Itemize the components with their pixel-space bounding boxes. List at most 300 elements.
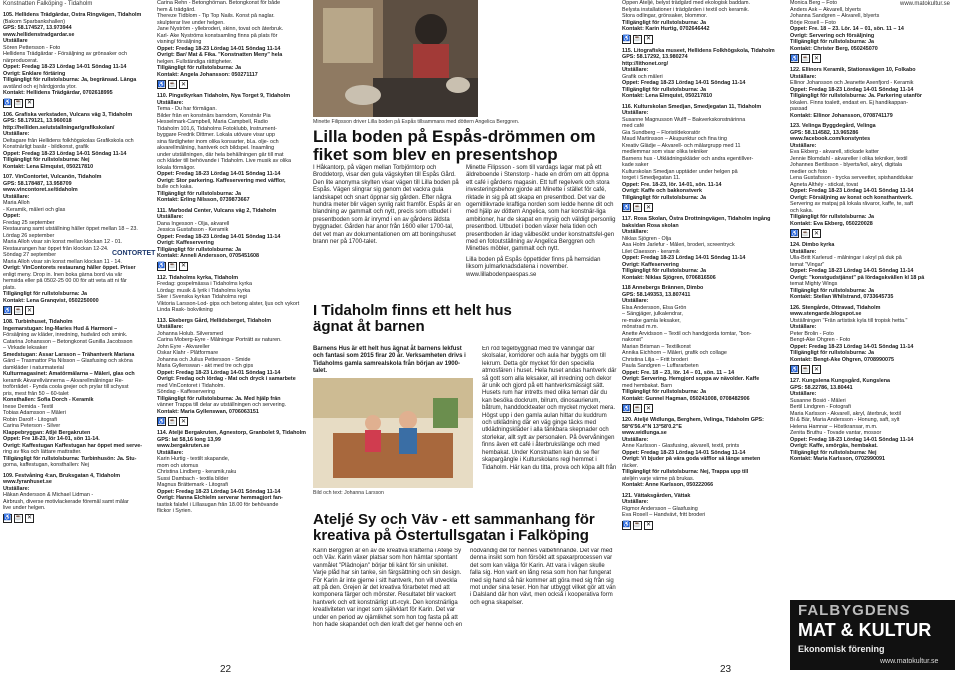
listing-line: Eva Rosell – Handvävt, fritt broderi — [622, 512, 706, 518]
listing-line: Öppet: Fre. 18-23, lör. 14-01, sön. 11-14 — [622, 181, 722, 188]
listing-line[interactable]: www.bergakruten.se — [157, 443, 210, 449]
listing-line: Sker i Svenska kyrkan Tidaholms regi — [157, 294, 247, 300]
no-entry-icon: ✕ — [180, 418, 187, 425]
listing-title: 116. Kulturskolan Smedjan, Smedjegatan 11, Tidaholm — [622, 103, 762, 110]
wheelchair-icon: ♿ — [3, 515, 12, 521]
listing-line: Inese Demida - Textil — [3, 403, 54, 410]
listing-line: gorna, kaffestugan, konsthallen: Nej — [3, 462, 89, 468]
coffee-icon: ☕ — [14, 100, 23, 106]
listing-title: 123. Velinga Byggdegård, Velinga — [790, 123, 876, 129]
article-barnens-hus-headline: I Tidaholm finns ett helt hus ägnat åt barnen — [313, 302, 512, 335]
children-photo-caption: Bild och text: Johanna Larsson — [313, 490, 384, 496]
listing-entry — [157, 275, 307, 314]
listing-line: med hembakat. Barn — [622, 382, 673, 389]
listing-line: Christina Lilja – Fritt broderi — [622, 356, 688, 363]
listing-line: Åsa Holm Jarlefur - Måleri, broderi, screentryck — [622, 242, 735, 248]
listing-line: Utställare: — [157, 449, 184, 456]
vincontoret-logo: CONTORTET — [112, 250, 156, 257]
no-entry-icon: ✕ — [645, 405, 652, 412]
listing-line: Kreativ Glädje – Akvarell- och målargrupp med 11 — [622, 142, 741, 149]
listing-line: Viktoria Larsson-Lod- gips och betong alster, ljus och vykort — [157, 300, 300, 307]
listing-entry — [157, 0, 307, 89]
listing-line: GPS: 58.149353, 13.807411 — [622, 291, 691, 298]
listing-line: helgen. Fullständiga rättigheter. — [157, 58, 233, 65]
listing-line: Utställare: — [790, 73, 817, 80]
listing-line: Kontakt: Erling Nilsson, 0739873667 — [157, 197, 250, 203]
listing-line: GPS: 58.22786, 13.80441 — [790, 384, 853, 391]
listing-line: Öppet: Fre. 18 – 23, lör. 14 – 01, sön. 11 – 14 — [622, 369, 735, 376]
listing-line: Johanna Sandgren – Akvarell, blyerts — [790, 13, 880, 19]
listing-line: Kontakt: Angela Johansson: 050271117 — [157, 71, 258, 78]
no-entry-icon: ✕ — [813, 55, 820, 62]
listing-line: enligt meny. Drop in. Inen boka gärna bord via vår — [3, 271, 123, 278]
listing-title: 106. Grafiska verkstaden, Vulcans väg 3, Tidaholm — [3, 111, 133, 118]
listing-line: Utställare: — [790, 391, 817, 397]
no-entry-icon: ✕ — [180, 81, 187, 88]
amenity-icons — [790, 54, 956, 63]
ad-line-2: MAT & KULTUR — [798, 620, 932, 640]
listing-line: Monica Berg – Foto — [790, 0, 838, 6]
amenity-icons — [3, 514, 153, 523]
listing-line: Kontakt: Maria Gyllenswan, 0706063151 — [157, 408, 259, 415]
listing-line: Utställningen "Från artistisk kyla till tropisk hetta." — [790, 317, 908, 324]
listing-line: temat "Vingar" — [790, 261, 825, 268]
listing-line: Tillgängligt för rullstolsburna: Ja — [157, 65, 242, 71]
page-number-left: 22 — [220, 664, 232, 675]
listing-entry — [3, 319, 153, 469]
listing-entry — [622, 0, 782, 44]
listing-line: temat Mighty Wings — [790, 281, 838, 287]
listing-line: Håkan Andersson & Michael Lidman - — [3, 492, 94, 498]
listing-line: GPS: 58.114582, 13.965286 — [790, 129, 859, 136]
right-listing-column-2 — [790, 0, 956, 600]
listing-line: GPS: 58.178487, 13.958709 — [3, 180, 72, 187]
listing-line: plats. — [3, 284, 16, 291]
listing-line: Zenita Bruthu - Tovade vantar, mossor — [790, 430, 882, 436]
listing-line: Tillgängligt för rullstolsburna: Ja. Parkering utanför — [790, 93, 922, 99]
listing-entry — [157, 93, 307, 204]
listing-entry — [622, 216, 782, 281]
listing-line: Kontakt: Lena Elmquist, 050217810 — [622, 93, 713, 99]
listing-line: Tillgängligt för rullstolsburna: Nej — [3, 157, 90, 163]
listing-entry — [157, 318, 307, 427]
listing-line: Carina Rehn - Betonghörnan. Betongkonst för både — [157, 0, 281, 6]
listing-line: GPS: 58.174527, 13.973944 — [3, 25, 72, 31]
listing-line: Niklas Sjögren - Olja — [622, 235, 672, 242]
listing-line: (Bakom Sparbankshallen) — [3, 18, 66, 25]
listing-line: Tillgängligt för rullstolsburna: Turbinhusön: Ja. Stu- — [3, 455, 137, 462]
coffee-icon: ☕ — [633, 204, 642, 211]
listing-line: Ellinor Johansson och Jeanette Axenfjord - Keramik — [790, 80, 914, 86]
listing-line: Utställare: — [790, 142, 817, 149]
listing-line: Kontakt: Karin Hurtig, 0702646442 — [622, 26, 710, 32]
listing-line: Smedstugan: Assar Larsson – Trähantverk Mariana — [3, 351, 135, 358]
listing-line: ring av fika och lättare mattratter. — [3, 449, 82, 455]
listing-line: visning/ försäljning — [157, 39, 202, 45]
listing-line: Kontakt: Bengt-Åke Öhgren, 0708990075 — [790, 356, 894, 363]
listing-line: Kulturskolan Smedjan upptäder under helgen på — [622, 168, 738, 175]
listing-line: Elsa Andersson, Elsa Grön — [622, 304, 687, 311]
article-lilla-boden-p1: I Håkantorp, på vägen mellan Torbjörntorp och Broddetorp, visar den gula vägskylten till Espås Gård. Den lite anonyma skylten visar vägen till Lilla boden på Espås. Vägen slingrar sig genom det vackra gula landskapet och snart öppnar sig gården. Efter några hundra meter blir vägen synlig rakt framför. Espås är en blandning av gammalt och nytt, precis som utbudet i presentboden som är inrymd i en av gårdens äldsta byggnader. Gården har anor från 1600 eller 1700-tal, det vet man av dokumentationen om att boningshuset brann ner på 1700-talet. — [313, 165, 461, 246]
listing-line: Utställare: — [3, 485, 30, 492]
no-entry-icon: ✕ — [26, 515, 33, 521]
listing-line: Belysta installationer i trädgården i textil och keramik. — [622, 6, 750, 13]
listing-line: Maria Alloh — [3, 200, 30, 206]
listing-line: Kontakt: Lena Granqvist, 0502250000 — [3, 297, 99, 304]
listing-line: Bi & Bär, Maria Andersson - Honung, saft, sylt — [790, 417, 900, 423]
wheelchair-icon: ♿ — [622, 405, 631, 412]
listing-line: Kontakt: Hellidens Trädgårdar, 0702618995 — [3, 90, 113, 96]
listing-line: Utställare: — [3, 193, 30, 200]
page-number-right: 23 — [720, 664, 732, 675]
listing-line: Jessica Gustafsson - Keramik — [157, 227, 229, 233]
no-entry-icon: ✕ — [645, 204, 652, 211]
listing-title: 108. Turbinhuset, Tidaholm — [3, 319, 73, 325]
amenity-icons — [622, 203, 782, 212]
coffee-icon: ☕ — [633, 522, 642, 528]
listing-line: Övrigt: Bar/ Mat & Fika. "Konstnatten Meny" hela — [157, 52, 283, 58]
no-entry-icon: ✕ — [813, 366, 820, 373]
article-lilla-boden-p3: Lilla boden på Espås öppettider finns på hemsidan liksom julmarknadsdatena i november. www.lillabodenpaespas.se — [466, 256, 601, 278]
running-header-left: Konstnatten Falköping - Tidaholm — [3, 1, 93, 7]
listing-line: Fredag: gospelmässa i Tidaholms kyrka — [157, 281, 252, 287]
listing-title: 105. Hellidens Trädgårdar, Östra Ringvägen, Tidaholm — [3, 12, 142, 18]
listing-line: Hesselmark-Campbell, Maria Campbell, Radio — [157, 119, 268, 125]
amenity-icons — [157, 80, 307, 89]
listing-line: Övrigt: Servering och försäljning — [790, 32, 875, 39]
listing-title: 115. Litografiska museet, Hellidens Folkhögskola, Tidaholm — [622, 47, 775, 54]
listing-line: Utställare: — [790, 248, 817, 255]
amenity-icons — [157, 262, 307, 271]
listing-line: Restaurangen har öppet från klockan 12-24. — [3, 245, 109, 252]
listing-line: Tillgängligt för rullstolsburna: Ja — [157, 246, 242, 253]
children-photo — [313, 378, 473, 488]
amenity-icons — [157, 417, 307, 426]
shop-photo-caption: Minette Filipsson driver Lilla boden på Espås tillsammans med döttern Angelica Berggren. — [313, 119, 520, 125]
wheelchair-icon: ♿ — [3, 100, 12, 106]
no-entry-icon: ✕ — [813, 230, 820, 237]
listing-line: Dana Ingesson - Olja, akvarell — [157, 220, 230, 227]
listing-line: Grafik och måleri — [622, 73, 663, 80]
listing-entry — [622, 417, 782, 489]
listing-line: Johanna och Julius Pettersson - Smide — [157, 356, 251, 363]
listing-line: Susanne Bosiö - Måleri — [790, 397, 846, 404]
listing-line[interactable]: www.vincontoret.se/tidaholm — [3, 187, 78, 193]
listing-entry — [3, 473, 153, 523]
listing-line: Tema - Du har förmågan. — [157, 106, 217, 112]
listing-title: 121. Vättaksgården, Vättak — [622, 492, 691, 499]
listing-title: 114. Ateljé Bergakruten, Agnestorp, Granbolet 9, Tidaholm — [157, 430, 306, 436]
listing-line: bulle och kaka. — [157, 184, 193, 190]
article-lilla-boden-col2 — [466, 165, 616, 282]
listing-entry — [157, 430, 307, 515]
listing-line: Tillgängligt för rullstolsburna: Ja. Med hjälp från — [157, 395, 281, 402]
listing-line[interactable]: www.stengarde.blogspot.se — [790, 311, 862, 317]
listing-line: Öppet: Fredag 18-23 Lördag 14-01 Söndag 11-14 — [157, 233, 281, 240]
listing-line: Öppet: Fredag 18-23 Lördag 14-01 Söndag 11-14 — [622, 255, 746, 261]
listing-entry — [790, 378, 956, 463]
listing-line: vänner Trappa till delar av utställningen och servering. — [157, 402, 287, 408]
ad-line-4: www.matokultur.se — [880, 658, 939, 665]
listing-line: Utställare: — [3, 131, 30, 137]
listing-line: Utställare — [3, 38, 28, 44]
listing-line: Bengt-Åke Öhgren - Foto — [790, 337, 851, 343]
listing-title: 122. Ellinors Keramik, Stationsvägen 10, Folkabo — [790, 67, 916, 73]
article-ateljé-sy-och-vav-headline: Ateljé Sy och Väv - ett sammanhang för kreativa på Östertullsgatan i Falköping — [313, 511, 595, 544]
listing-entry — [790, 242, 956, 301]
listing-line[interactable]: www.widlunga.se — [622, 430, 667, 436]
listing-entry — [622, 493, 782, 530]
listing-line: Öppet: Fredag 18-23 Lördag 14-01 Söndag 11-14 — [157, 45, 281, 52]
listing-title: 126. Stengårde, Ottravad, Tidaholm — [790, 304, 881, 311]
listing-line: Tobias Adamsson – Måleri — [3, 410, 66, 416]
listing-line: Bilder från en konstnärs barndom, Konstnär Pia — [157, 112, 271, 119]
listing-line: Övrigt: Kaffestugan Kaffestugan har öppet med serve- — [3, 442, 142, 449]
ad-line-3: Ekonomisk förening — [798, 644, 885, 654]
listing-line: Restaurang samt utställning håller öppet mellan 18 – 23. — [3, 226, 138, 232]
wheelchair-icon: ♿ — [790, 366, 799, 373]
left-listing-column-1 — [3, 12, 156, 670]
listing-line: ateljén varje värme på brukas. — [622, 475, 695, 482]
listing-line: lokala förmågor. — [157, 164, 196, 171]
wheelchair-icon: ♿ — [790, 55, 799, 62]
listing-entry — [790, 305, 956, 375]
listing-line: Tillgängligt för rullstolsburna: Ja — [790, 214, 875, 220]
listing-line[interactable]: www.fyranhuset.se — [3, 479, 52, 485]
listing-line: Konstnärligt basår - bildkonst, grafik — [3, 144, 89, 150]
listing-line: skulpterar live under helgen. — [157, 19, 225, 26]
listing-line: Tillgängligt för rullstolsburna: Ja — [790, 39, 875, 45]
ad-line-1: FALBYGDENS — [798, 602, 911, 619]
listing-line: Lördag: musik & lyrik i Tidaholms kyrka — [157, 287, 251, 294]
listing-title: 111. Marbodal Center, Vulcans väg 2, Tidaholm — [157, 207, 277, 214]
listing-line: Bertil Lindgren - Fotografi — [790, 404, 851, 410]
listing-line: Kontakt: Niklas Sjögren, 0706816506 — [622, 274, 716, 281]
listing-line: Tillgängligt för rullstolsburna: Nej — [790, 449, 877, 456]
listing-line: Utställare: — [622, 499, 649, 505]
coffee-icon: ☕ — [801, 55, 810, 62]
listing-line: Kontakt: Lena Elmquist, 050217810 — [3, 163, 94, 170]
listing-line: sina färdigheter inom olika konsarter, bl.a. olje- och — [157, 138, 279, 145]
listing-line: Ulla-Britt Karlerud - målningar i akryl på duk på — [790, 255, 902, 261]
coffee-icon: ☕ — [633, 405, 642, 412]
listing-line: Övrigt: Stor parkering. Kaffeservering med våfflor, — [157, 177, 286, 184]
listing-line: Övrigt: Kaffe, smörgås, hembakat. — [790, 443, 878, 449]
listing-line: GPS: 58.179121, 13.960018 — [3, 118, 72, 124]
article-ateljé-sy-och-vav-body2: nödvändig del för hennes välbefinnande. Det var med denna insikt som hon försökt att spaxarprocessen var det som kan välga för Karin. Att vara i vägen skulle falla sig. Hon varit en lång resa som hon har fungerat med sig hand så här kommer att göra med sig från sig mot under sina teser. Hon har utbyggt vilket gör att vän i Dalsland där hon vävt, men också i kooperativa form och egna skapelser. — [470, 548, 616, 606]
article-lilla-boden-col1 — [313, 165, 461, 249]
listing-line: byggare Fredrik Dittmer. Lokala utövare visar upp — [157, 132, 276, 138]
listing-line: Anette Arvidsson – Textil och handgjorda tomtar, "bon- — [622, 330, 752, 337]
listing-line: Tillgängligt för rullstolsburna: Ja — [790, 287, 875, 294]
listing-line: Utställare: — [622, 436, 649, 443]
listing-line: Öppet: Fredag 18-23 Lördag 14-01 Söndag 11-14 — [3, 64, 127, 70]
listing-line: Försäljning av kläder, inredning, hudvård och smink. — [3, 332, 128, 338]
listing-line: - Keramik, måleri och glas — [3, 206, 66, 213]
listing-line: Öppet: Fredag 18-23 Lördag 14-01 Söndag 11-14 — [3, 150, 127, 157]
listing-line: Sören Pettersson - Foto — [3, 44, 61, 51]
listing-line: akvarellmålning, hantverk och bildspel. Insamling — [157, 145, 275, 151]
listing-line[interactable]: http://helliden.se/utstallningar/grafikskolan/ — [3, 124, 115, 131]
listing-line: Kontakt: Ellinor Johansson, 0708741179 — [790, 112, 893, 119]
listing-line: Öppet: Fredag 18-23 Lördag 14-01 Söndag 11-14 — [622, 449, 746, 456]
article-ateljé-sy-och-vav-body: Karin Berggren är en av de kreativa krafterna i Ateljé Sy och Väv. Karin växer platsar som hon hämtar spontant vanmålet "Plädnojan" börjar bli känt för sin unikitet. Varje plåd har sin tanke, sin färgsättning och sin design. För Karin är inte gjerne i sitt hantverk, hon vill utveckla att på den. Grejen är det kreativa förarbetet med att komponera färger och mönster. Resultatet blir vackert hantverk och ett konstnärligt utt-rcyk. Den konstnärliga kreativiteten var inget som självklart för Karin. Det var under en period av ojämlikhet som hon tog fasta på att hon hade skapandet och den kraft det ger henne och en — [313, 548, 463, 629]
wheelchair-icon: ♿ — [157, 418, 166, 425]
listing-entry — [3, 112, 153, 171]
listing-line: Peter Brolin - Foto — [790, 330, 834, 337]
listing-line: Servering av matpaj på lokala råvaror, kaffe, te, saft — [790, 201, 914, 207]
listing-line: Kontakt: Anne Karlsson, 050222066 — [622, 482, 714, 488]
listing-line: Maud Martinsson – Akupunktur och fina ting — [622, 136, 727, 142]
listing-entry — [622, 285, 782, 413]
wheelchair-icon: ♿ — [3, 307, 12, 314]
coffee-icon: ☕ — [801, 230, 810, 237]
listing-line: med VinContoret i Tidaholm. — [157, 382, 225, 389]
listing-line: Maria Gyllenswan - akt med tre och gips — [157, 363, 254, 369]
listing-line: Utställare: — [157, 214, 184, 220]
listing-line: Rigmor Andersson – Glasfusing — [622, 505, 698, 512]
listing-line: Marian Brisman – Textilkonst — [622, 343, 691, 350]
listing-line: Öppet: Fredag 18-23 Lördag 14-01 Söndag 11-14 — [157, 488, 281, 495]
listing-line: Tillgängligt för rullstolsburna: Ja — [622, 86, 707, 93]
no-entry-icon: ✕ — [26, 100, 33, 106]
listing-line: Anne Karlsson - Glasfusing, akvarell, textil, prints — [622, 443, 740, 449]
amenity-icons — [622, 521, 782, 530]
listing-line: Kulturmagasinet: Amatörmålarna – Måleri, glas och — [3, 371, 135, 377]
listing-line: John Eyre - Akvareller — [157, 343, 210, 350]
listing-entry — [3, 174, 156, 315]
listing-line: Tillgängligt för rullstolsburna: Ja — [622, 194, 707, 201]
listing-line: Öppet: — [3, 213, 21, 219]
coffee-icon: ☕ — [14, 515, 23, 521]
wheelchair-icon: ♿ — [622, 204, 631, 211]
listing-line: och kläder till behövande i Tidaholm. Live musik av olika — [157, 158, 291, 164]
listing-line: Tillgängligt för rullstolsburna: Ja — [622, 19, 707, 26]
listing-line: Carina Moberg-Eyre - Målningar Porträtt av naturen. — [157, 337, 282, 343]
listing-line[interactable]: http://lithonet.org/ — [622, 60, 669, 67]
amenity-icons — [3, 306, 153, 315]
listing-line: Kontakt: Maria Karlsson, 0702990091 — [790, 456, 885, 462]
coffee-icon: ☕ — [14, 307, 23, 314]
no-entry-icon: ✕ — [26, 307, 33, 314]
listing-title: 109. Festvåning 4:an, Bruksgatan 4, Tidaholm — [3, 472, 121, 479]
listing-title: 118 Annebergs Brännen, Dimbo — [622, 285, 704, 291]
listing-line: mönstrad m.m. — [622, 324, 658, 330]
listing-line: Anders Ask – Akvarell, blyerts — [790, 6, 862, 13]
listing-line: Övrigt: Kaffeservering — [622, 261, 679, 268]
listing-line: Kontakt: Eva Ekberg, 050220028 — [790, 220, 873, 227]
coffee-icon: ☕ — [633, 36, 642, 42]
listing-line: Utställare: — [622, 229, 649, 235]
coffee-icon: ☕ — [168, 81, 177, 88]
listing-line: Söndag - Kaffeservering — [157, 389, 216, 395]
listing-line: Jennie Blomdahl - akvareller i olika tekniker, textil — [790, 155, 908, 162]
no-entry-icon: ✕ — [645, 36, 652, 42]
listing-line[interactable]: www.facebook.com/konstyntes — [790, 136, 871, 142]
no-entry-icon: ✕ — [645, 522, 652, 528]
shop-photo — [313, 0, 478, 117]
listing-line: mom och utomus — [157, 462, 199, 469]
listing-line: Maria Alloh visar sin konst mellan klockan 12 - 01. — [3, 239, 123, 245]
listing-entry — [790, 0, 956, 63]
listing-line: Catarina Johansson – Betongkonst Gunilla Jacobsson — [3, 338, 133, 345]
listing-line: Lena Gustafsson - trycka serveetter, spishanddukar — [790, 175, 914, 181]
wheelchair-icon: ♿ — [622, 36, 631, 42]
wheelchair-icon: ♿ — [157, 81, 166, 88]
article-barnens-hus-body: En röd tegelbyggnad med tre våningar där skolsalar, korridorer och aula har byggts om till lekrum. Detta gör mycket för den speciella atmosfären i huset. Hela huset andas hantverk där så gott som alla leksaker, all inredning och dekor är unik och gjord på ett hantverksmässigt sätt. Husets rum har intretts med olika teman där du kan besöka dockrum, bilrum, dinosaurierum, båtrum, handdockteater och mycket mycket mera. Högst upp i den gamla aulan hittar du kuddrum och utklädning där en väg ginge täcks med utklädningskläder i alla tänkbara skepnader och storlekar, allt sytt av personalen. På övervåningen finns även ett café i återbrukslänge och med hembakat. Under Konstnatten kan du se fler skapargängle i Kulturskolans regi hemmet i Tidaholm. Här kan du titta, prova och köpa allt från — [482, 346, 617, 471]
listing-line: Öppet: Fre 18-23, lör 14-01, sön 11-14. — [3, 436, 100, 442]
listing-line: Agneta Althéy - stickat, tovat — [790, 181, 859, 188]
listing-title: 124. Dimbo kyrka — [790, 242, 835, 248]
listing-line: Karl- Åke Nyströms konstsamling finns på plats för — [157, 32, 278, 39]
listing-line: Tillgängligt för rullstolsburna: Ja — [3, 291, 88, 297]
listing-line: avstånd och ej hårdgjorda ytor. — [3, 83, 77, 90]
listing-line: Klappebryggan: Atljé Bergakruten — [3, 429, 91, 436]
listing-line: Paula Sandgren – Luffararbeten — [622, 363, 699, 369]
listing-title: 117. Rosa Skolan, Östra Drottningvägen, Tidaholm ingång baksidan Rosa skolan — [622, 216, 771, 229]
children-photo-illustration — [313, 378, 473, 488]
listing-line: hemsida eller på 0502-25 00 00 för att veta att ni får — [3, 278, 127, 284]
listing-line[interactable]: www.hellidenstradgardar.se — [3, 31, 75, 38]
listing-line: torget i Smedjegatan 11. — [622, 175, 681, 181]
listing-line: passad — [790, 106, 808, 112]
listing-line: Johannes Bertilsson - blyerts/kol, akryl, digitala — [790, 162, 903, 168]
listing-line: Övrigt: Servering. Hemgjord soppa av nävolder. Kaffe — [622, 376, 760, 382]
listing-line: Jane Nyström - yllebroderi, skinn, tovat och återbruk. — [157, 26, 284, 32]
listing-line: Kontakt: Christer Berg, 050245070 — [790, 45, 878, 52]
listing-line: Tidaholm 101,6, Tidaholms Fotoklubb, Instrument- — [157, 125, 277, 132]
listing-line: Lördag 26 september — [3, 232, 55, 239]
listing-line: Övrigt: Vi bjuder på våra goda våfflor så länge smeten — [622, 456, 761, 462]
listing-line: Karin Hurtig - textilt skapande, — [157, 456, 230, 462]
listing-line: Hellidens Trädgårdar - Försäljning av grönsaker och — [3, 51, 128, 57]
listing-line: Öppet: Fredag 18-23 Lördag 14-01 Söndag 11-14 — [622, 80, 746, 86]
left-listing-column-2 — [157, 0, 307, 670]
amenity-icons — [790, 365, 956, 374]
listing-line: Övrigt: Kaffeservering — [157, 240, 214, 246]
listing-line: Börje Rosell – Foto — [790, 19, 836, 26]
listing-line: Maria Alloh visar sin konst mellan klockan 11 - 14. — [3, 258, 122, 265]
coffee-icon: ☕ — [168, 263, 177, 269]
listing-title: 127. Kungslena Kungsgård, Kungslena — [790, 378, 891, 384]
listing-line: Övrigt: Kaffe och bakkonstverk — [622, 188, 702, 194]
listing-line: Övrigt: Hanna Elchielm serverar hemmagjort fan- — [157, 495, 283, 501]
listing-entry — [790, 67, 956, 119]
amenity-icons — [622, 404, 782, 413]
listing-line: Öppet: Fredag 18-23 Lördag 14-01 Söndag 11-14 — [790, 188, 914, 194]
listing-line: Johanna Holub. Silversmed — [157, 330, 223, 337]
listing-line: Oskar Klahr - Plåtformare — [157, 350, 219, 356]
right-listing-column-1 — [622, 0, 782, 670]
coffee-icon: ☕ — [801, 366, 810, 373]
listing-line: Öppen Ateljé, belyst trädgård med ekologisk baddam. — [622, 0, 750, 6]
listing-line: under utställningen, där hela behållningen går till mat — [157, 151, 284, 158]
listing-line: Öppet: Fredag 18-23 Lördag 14-01 Söndag 11-14 — [790, 86, 914, 93]
listing-line: Tillgängligt för rullstolsburna: Ja — [622, 268, 707, 274]
listing-line: Carina Peterson - Silver — [3, 423, 61, 429]
listing-line: keramik Akvarellvännerna – Akvarellmålningar Re- — [3, 377, 124, 384]
wheelchair-icon: ♿ — [622, 522, 631, 528]
listing-line: Stora odlingar, grönsaker, blommor. — [622, 13, 708, 19]
listing-line: hem & trädgård. — [157, 6, 196, 13]
listing-line: Söndag 27 september — [3, 252, 57, 258]
listing-line: Helena Hamnar – Höstkransar, m.m. — [790, 423, 878, 430]
listing-line: Övrigt: "konstgudstjänst" på lördagskvällen kl 18 på — [790, 274, 925, 281]
listing-line: kade saker — [622, 162, 649, 168]
listing-line: Christina Lindberg - keramik,raku — [157, 469, 237, 475]
listing-line: Sussi Dambach - textila bilder — [157, 475, 229, 482]
listing-line: pris, mest från 50 – 60-talet — [3, 390, 69, 397]
